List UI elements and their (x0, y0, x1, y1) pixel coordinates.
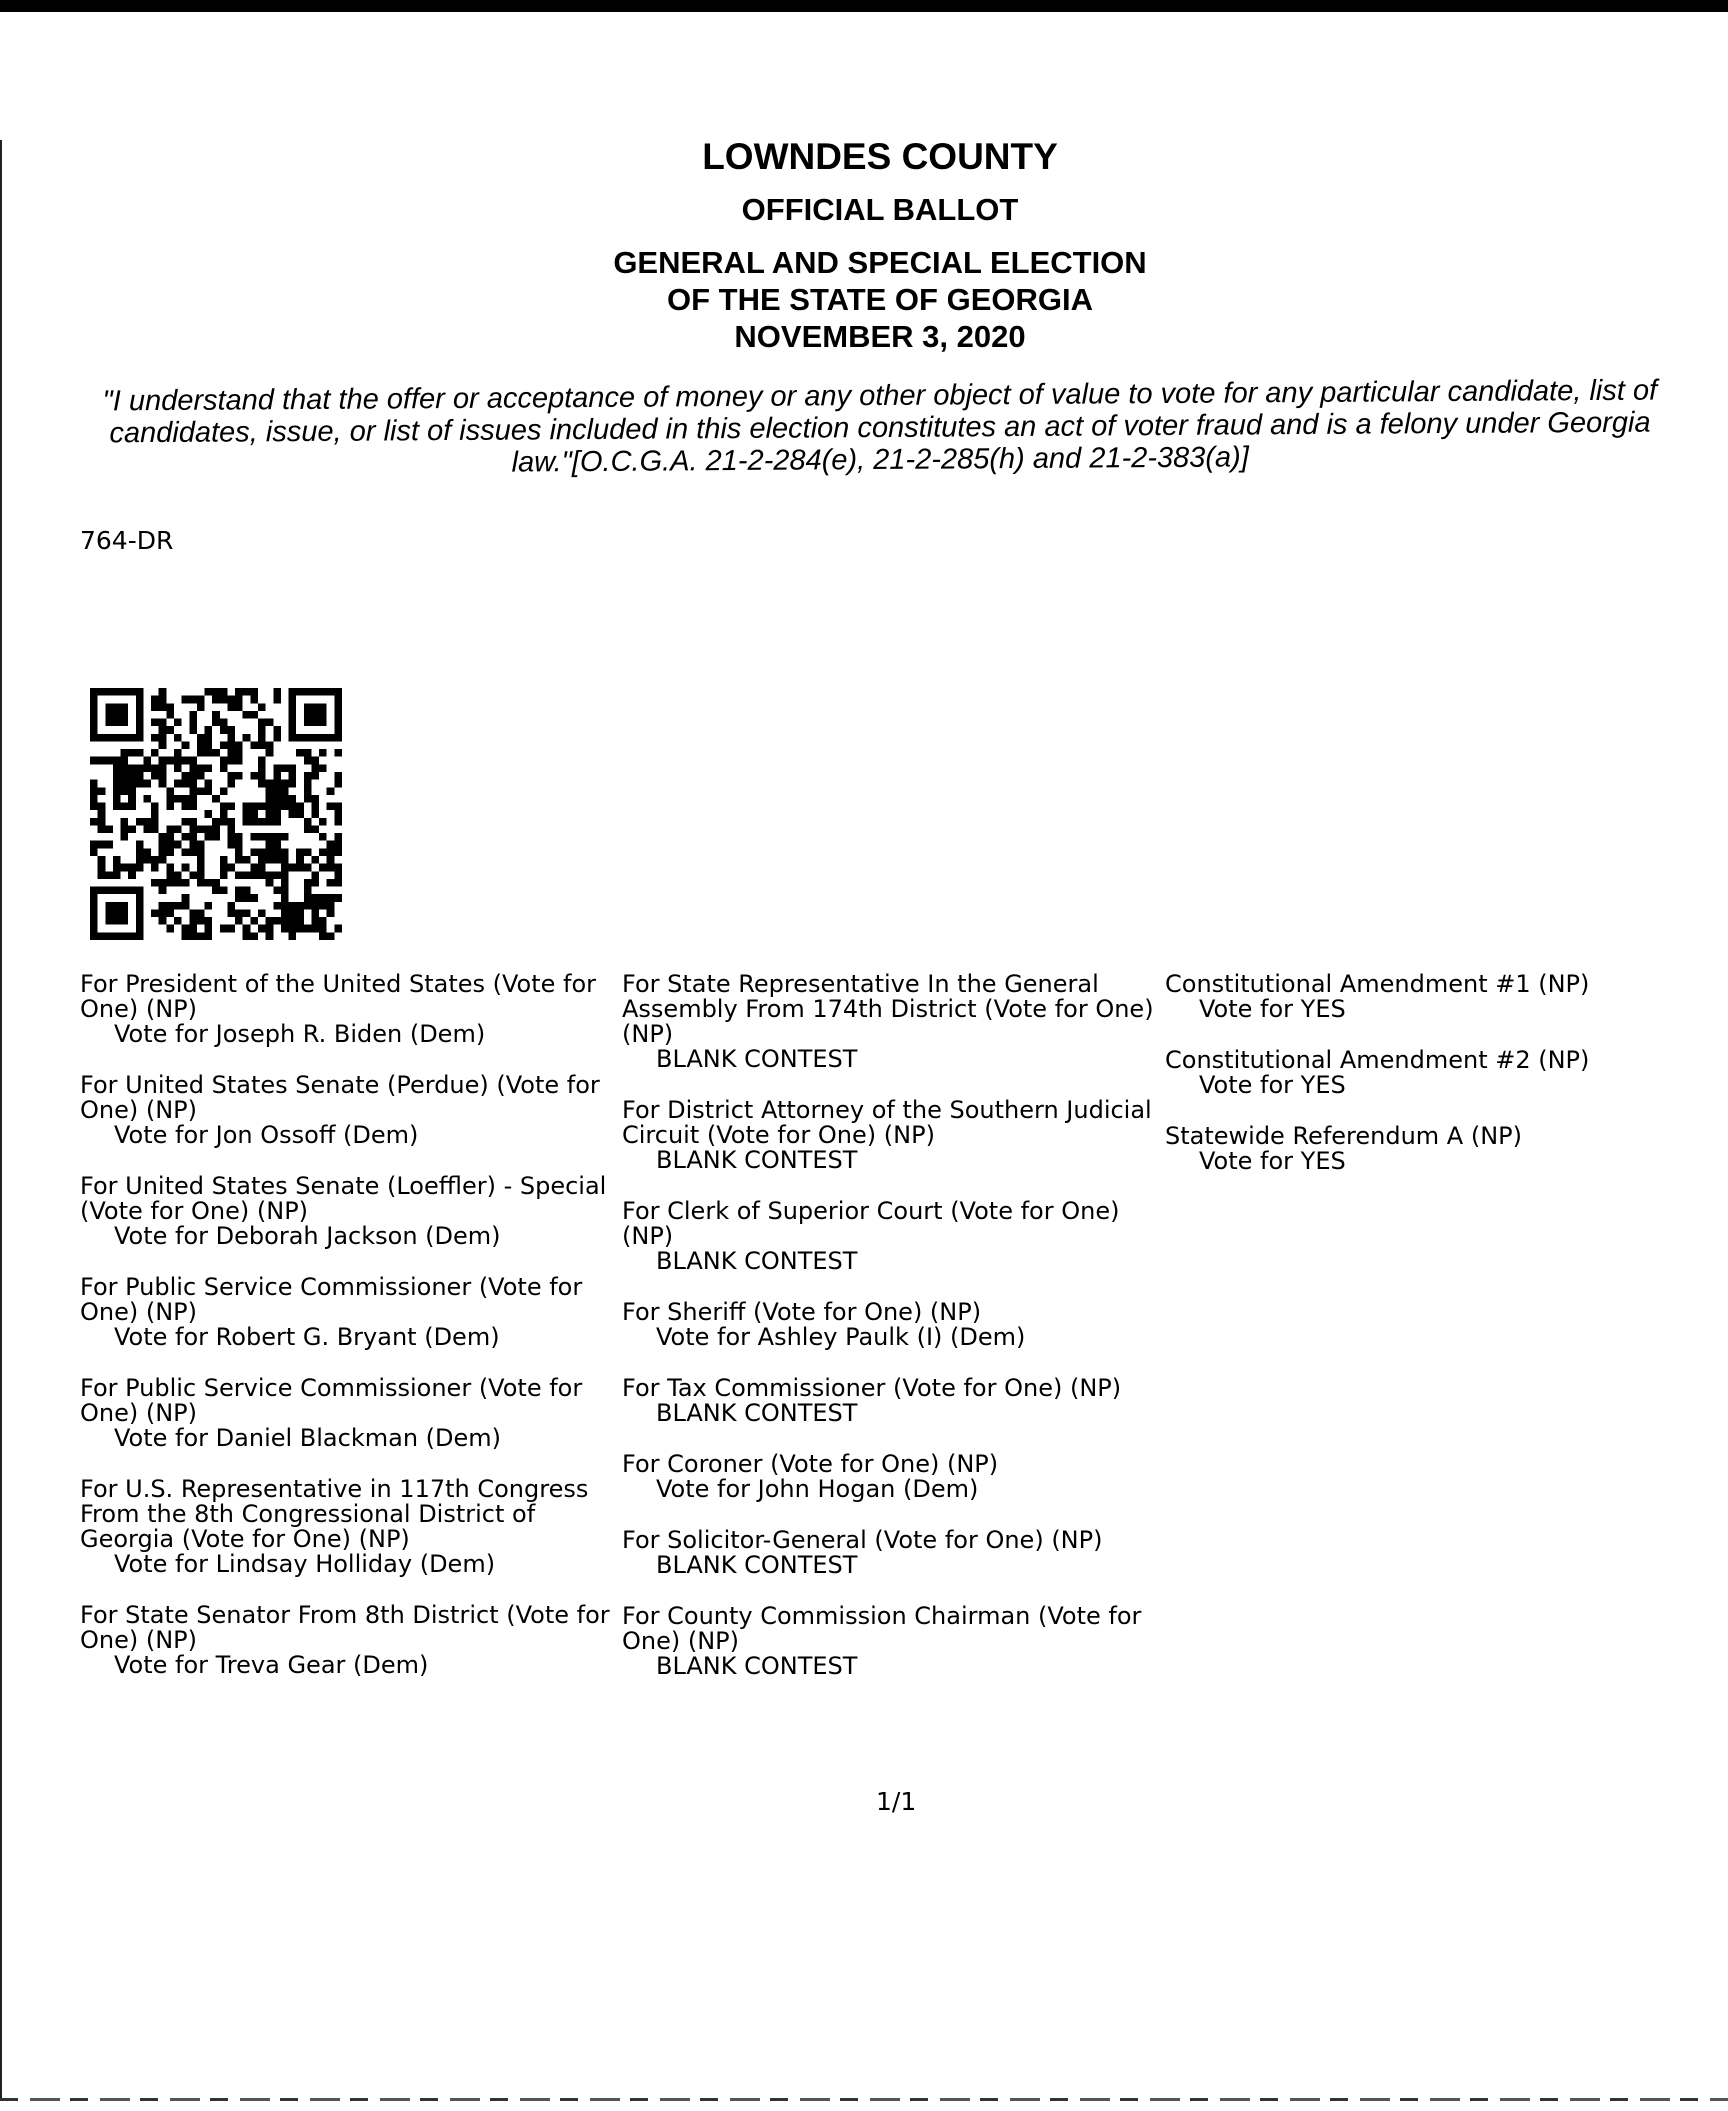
contest (622, 1300, 1162, 1350)
contest-choice: BLANK CONTEST (656, 1652, 858, 1680)
contest-title: Constitutional Amendment #2 (NP) (1165, 1046, 1590, 1074)
contest (622, 1199, 1162, 1274)
contest-choice: Vote for Lindsay Holliday (Dem) (114, 1550, 496, 1578)
contest-column-3 (1165, 972, 1665, 1200)
scan-left-edge (0, 140, 2, 2100)
contest (622, 1452, 1162, 1502)
contest (80, 972, 610, 1047)
contest (1165, 972, 1665, 1022)
election-title-line1: GENERAL AND SPECIAL ELECTION (613, 245, 1147, 280)
contest (622, 1604, 1162, 1679)
scan-top-border (0, 0, 1728, 12)
contest-title: For U.S. Representative in 117th Congress From the 8th Congressional District of Georgia (Vote for One) (NP) (80, 1475, 589, 1553)
contest-choice: Vote for Ashley Paulk (I) (Dem) (656, 1323, 1026, 1351)
qr-modules (90, 688, 342, 940)
county-name: LOWNDES COUNTY (702, 136, 1058, 177)
contest-choice: Vote for Joseph R. Biden (Dem) (114, 1020, 486, 1048)
contest-choice: Vote for YES (1199, 1147, 1346, 1175)
contest-title: For Public Service Commissioner (Vote for One) (NP) (80, 1374, 583, 1427)
contest-title: For County Commission Chairman (Vote for One) (NP) (622, 1602, 1142, 1655)
election-title-line2: OF THE STATE OF GEORGIA (667, 282, 1093, 317)
contest (80, 1477, 610, 1577)
ballot-style-code: 764-DR (80, 526, 174, 555)
contest-column-1 (80, 972, 610, 1704)
contest-title: For District Attorney of the Southern Judicial Circuit (Vote for One) (NP) (622, 1096, 1152, 1149)
contest-choice: BLANK CONTEST (656, 1551, 858, 1579)
election-date: NOVEMBER 3, 2020 (734, 319, 1026, 354)
contest-choice: BLANK CONTEST (656, 1247, 858, 1275)
election-title (0, 244, 1728, 355)
voter-fraud-notice: "I understand that the offer or acceptance of money or any other object of value to vote for any particular candidate, list of candidates, issue, or list of issues included in this election constitutes an act of voter fraud and is a felony under Georgia law."[O.C.G.A. 21-2-284(e), 21-2-285(h) and 21-2-383(a)] (102, 374, 1658, 479)
contest (80, 1275, 610, 1350)
contest-choice: BLANK CONTEST (656, 1045, 858, 1073)
contest-choice: Vote for Daniel Blackman (Dem) (114, 1424, 502, 1452)
contest-title: For Public Service Commissioner (Vote for One) (NP) (80, 1273, 583, 1326)
page-number: 1/1 (876, 1787, 917, 1816)
contest (80, 1376, 610, 1451)
contest-title: For Sheriff (Vote for One) (NP) (622, 1298, 982, 1326)
ballot-qr-code (80, 688, 352, 940)
contest-title: For Coroner (Vote for One) (NP) (622, 1450, 999, 1478)
contest-choice: Vote for Deborah Jackson (Dem) (114, 1222, 501, 1250)
ballot-type: OFFICIAL BALLOT (741, 192, 1019, 227)
contest-choice: Vote for Treva Gear (Dem) (114, 1651, 429, 1679)
contest (80, 1174, 610, 1249)
contest-choice: Vote for YES (1199, 995, 1346, 1023)
contest-title: Constitutional Amendment #1 (NP) (1165, 970, 1590, 998)
contest-choice: BLANK CONTEST (656, 1146, 858, 1174)
contest (622, 972, 1162, 1072)
contest-title: For Tax Commissioner (Vote for One) (NP) (622, 1374, 1122, 1402)
contest (622, 1376, 1162, 1426)
contest (80, 1603, 610, 1678)
contest-title: For United States Senate (Perdue) (Vote for One) (NP) (80, 1071, 600, 1124)
contest-title: For State Senator From 8th District (Vote for One) (NP) (80, 1601, 610, 1654)
contest-title: Statewide Referendum A (NP) (1165, 1122, 1522, 1150)
contest-title: For State Representative In the General Assembly From 174th District (Vote for One) (NP) (622, 970, 1154, 1048)
contest-column-2 (622, 972, 1162, 1705)
contest (80, 1073, 610, 1148)
ballot-header (0, 134, 1728, 355)
contest-choice: Vote for YES (1199, 1071, 1346, 1099)
contest-title: For President of the United States (Vote for One) (NP) (80, 970, 597, 1023)
contest (1165, 1048, 1665, 1098)
contest (1165, 1124, 1665, 1174)
contest (622, 1528, 1162, 1578)
contest-title: For Clerk of Superior Court (Vote for One) (NP) (622, 1197, 1120, 1250)
contest-choice: Vote for John Hogan (Dem) (656, 1475, 979, 1503)
contest (622, 1098, 1162, 1173)
contest-choice: Vote for Jon Ossoff (Dem) (114, 1121, 419, 1149)
contest-choice: BLANK CONTEST (656, 1399, 858, 1427)
contest-choice: Vote for Robert G. Bryant (Dem) (114, 1323, 500, 1351)
contest-title: For Solicitor-General (Vote for One) (NP) (622, 1526, 1103, 1554)
scan-bottom-edge (0, 2098, 1728, 2101)
contest-title: For United States Senate (Loeffler) - Special (Vote for One) (NP) (80, 1172, 607, 1225)
